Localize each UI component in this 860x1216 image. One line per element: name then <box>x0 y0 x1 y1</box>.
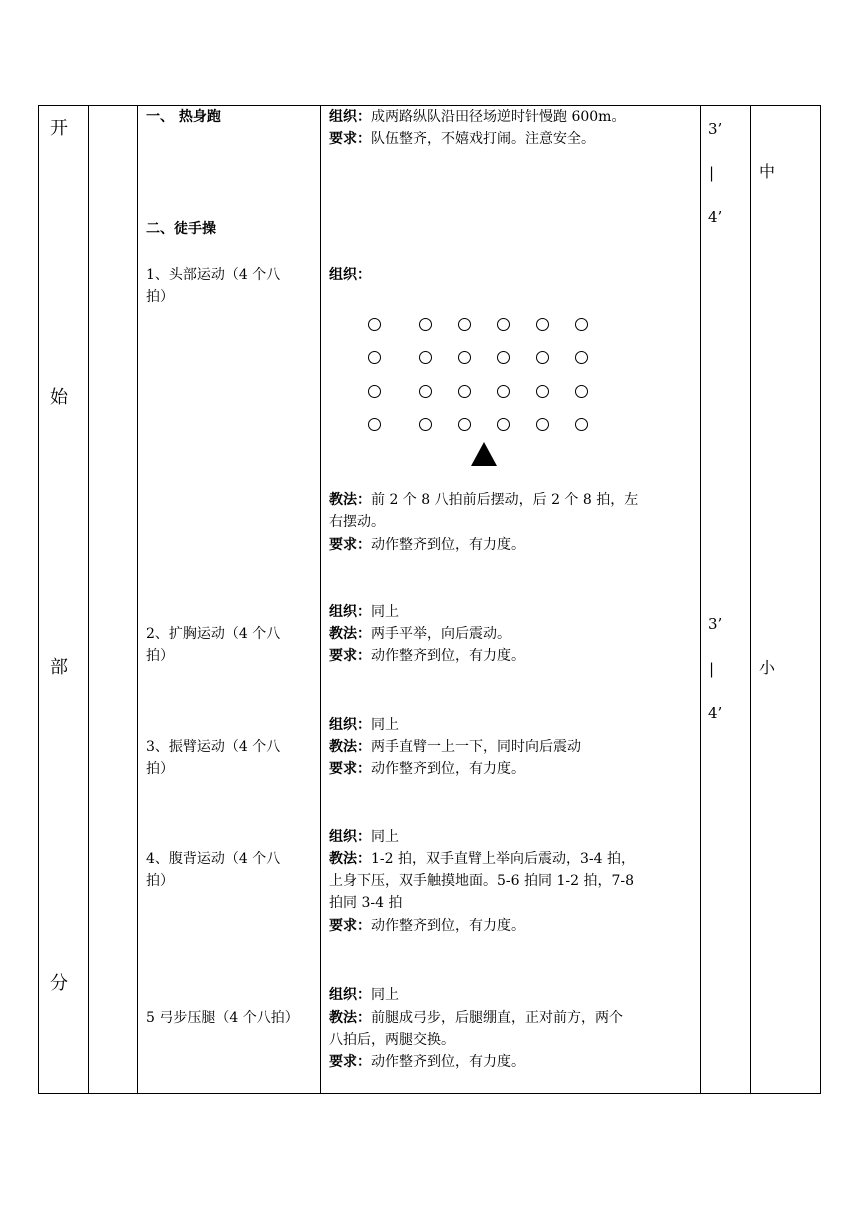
method-text: 两手直臂一上一下，同时向后震动 <box>371 739 581 755</box>
req-label: 要求： <box>329 648 371 664</box>
student-marker <box>497 351 510 364</box>
section-char: 部 <box>50 657 68 678</box>
student-marker <box>368 318 381 331</box>
block-lunge-req <box>329 1051 525 1073</box>
student-marker <box>497 385 510 398</box>
item-arm-swing: 3、振臂运动（4 个八 <box>146 739 281 755</box>
time-value: 4’ <box>708 208 723 226</box>
block-head-method-cont: 右摆动。 <box>329 514 385 530</box>
intensity-level: 中 <box>759 162 776 181</box>
req-text: 队伍整齐，不嬉戏打闹。注意安全。 <box>371 131 595 147</box>
block-abdomen-method-cont: 上身下压，双手触摸地面。5-6 拍同 1-2 拍，7-8 <box>329 873 634 889</box>
block-warmup-req <box>329 128 595 150</box>
org-text: 同上 <box>371 604 399 620</box>
method-label: 教法： <box>329 1010 371 1026</box>
time-separator: | <box>709 164 715 182</box>
section-char: 分 <box>50 973 68 994</box>
method-label: 教法： <box>329 626 371 642</box>
req-label: 要求： <box>329 1054 371 1070</box>
time-separator: | <box>709 660 715 678</box>
item-lunge-stretch: 5 弓步压腿（4 个八拍） <box>146 1010 299 1026</box>
block-chest-req <box>329 645 525 667</box>
org-label: 组织： <box>329 109 371 125</box>
student-marker <box>575 318 588 331</box>
block-lunge-org <box>329 984 399 1006</box>
req-text: 动作整齐到位，有力度。 <box>371 918 525 934</box>
student-marker <box>368 385 381 398</box>
method-label: 教法： <box>329 739 371 755</box>
student-marker <box>368 418 381 431</box>
student-marker <box>536 351 549 364</box>
block-warmup-org <box>329 106 625 128</box>
time-value: 3’ <box>708 120 723 138</box>
item-text: 一、 热身跑 <box>146 109 221 125</box>
time-value: 3’ <box>708 615 723 633</box>
table-col-border <box>750 105 751 1093</box>
table-col-border <box>38 105 39 1093</box>
item-freehand-exercise: 二、徒手操 <box>146 221 216 237</box>
student-marker <box>368 351 381 364</box>
item-head-movement: 1、头部运动（4 个八 <box>146 267 281 283</box>
student-marker <box>458 385 471 398</box>
table-col-border <box>88 105 89 1093</box>
block-arm-org <box>329 714 399 736</box>
method-text: 1-2 拍，双手直臂上举向后震动，3-4 拍， <box>371 851 635 867</box>
method-label: 教法： <box>329 492 371 508</box>
org-label: 组织： <box>329 267 371 283</box>
item-warmup-run <box>146 106 221 128</box>
student-marker <box>419 351 432 364</box>
method-text: 前腿成弓步，后腿绷直，正对前方，两个 <box>371 1010 623 1026</box>
req-text: 动作整齐到位，有力度。 <box>371 537 525 553</box>
student-marker <box>419 318 432 331</box>
item-head-movement-cont: 拍） <box>146 289 174 305</box>
item-chest-expansion: 2、扩胸运动（4 个八 <box>146 626 281 642</box>
student-marker <box>458 418 471 431</box>
block-abdomen-org <box>329 826 399 848</box>
intensity-level: 小 <box>759 658 776 677</box>
block-head-method <box>329 489 638 511</box>
org-text: 同上 <box>371 829 399 845</box>
item-abdomen-back: 4、腹背运动（4 个八 <box>146 851 281 867</box>
method-text: 前 2 个 8 八拍前后摆动，后 2 个 8 拍，左 <box>371 492 639 508</box>
student-marker <box>419 385 432 398</box>
block-head-req <box>329 534 525 556</box>
section-char: 开 <box>50 118 68 139</box>
req-text: 动作整齐到位，有力度。 <box>371 761 525 777</box>
block-arm-method <box>329 736 581 758</box>
req-label: 要求： <box>329 537 371 553</box>
teacher-marker <box>471 442 497 466</box>
block-head-org <box>329 264 371 286</box>
student-marker <box>419 418 432 431</box>
student-marker <box>458 318 471 331</box>
table-col-border <box>700 105 701 1093</box>
org-label: 组织： <box>329 604 371 620</box>
student-marker <box>497 418 510 431</box>
block-arm-req <box>329 758 525 780</box>
item-arm-swing-cont: 拍） <box>146 761 174 777</box>
student-marker <box>575 385 588 398</box>
method-label: 教法： <box>329 851 371 867</box>
block-abdomen-method <box>329 848 635 870</box>
block-abdomen-method-cont: 拍同 3-4 拍 <box>329 895 403 911</box>
table-col-border <box>320 105 321 1093</box>
block-lunge-method <box>329 1007 623 1029</box>
table-col-border <box>820 105 821 1093</box>
block-chest-org <box>329 601 399 623</box>
table-bottom-border <box>38 1093 821 1094</box>
block-abdomen-req <box>329 915 525 937</box>
table-col-border <box>137 105 138 1093</box>
org-label: 组织： <box>329 987 371 1003</box>
org-label: 组织： <box>329 829 371 845</box>
req-label: 要求： <box>329 918 371 934</box>
block-chest-method <box>329 623 511 645</box>
student-marker <box>575 418 588 431</box>
org-label: 组织： <box>329 717 371 733</box>
student-marker <box>458 351 471 364</box>
student-marker <box>536 418 549 431</box>
req-label: 要求： <box>329 761 371 777</box>
student-marker <box>575 351 588 364</box>
section-char: 始 <box>50 387 68 408</box>
student-marker <box>497 318 510 331</box>
item-abdomen-back-cont: 拍） <box>146 873 174 889</box>
block-lunge-method-cont: 八拍后，两腿交换。 <box>329 1032 455 1048</box>
req-label: 要求： <box>329 131 371 147</box>
req-text: 动作整齐到位，有力度。 <box>371 648 525 664</box>
student-marker <box>536 318 549 331</box>
org-text: 同上 <box>371 717 399 733</box>
student-marker <box>536 385 549 398</box>
org-text: 同上 <box>371 987 399 1003</box>
req-text: 动作整齐到位，有力度。 <box>371 1054 525 1070</box>
item-chest-expansion-cont: 拍） <box>146 648 174 664</box>
method-text: 两手平举，向后震动。 <box>371 626 511 642</box>
org-text: 成两路纵队沿田径场逆时针慢跑 600m。 <box>371 109 626 125</box>
time-value: 4’ <box>708 704 723 722</box>
